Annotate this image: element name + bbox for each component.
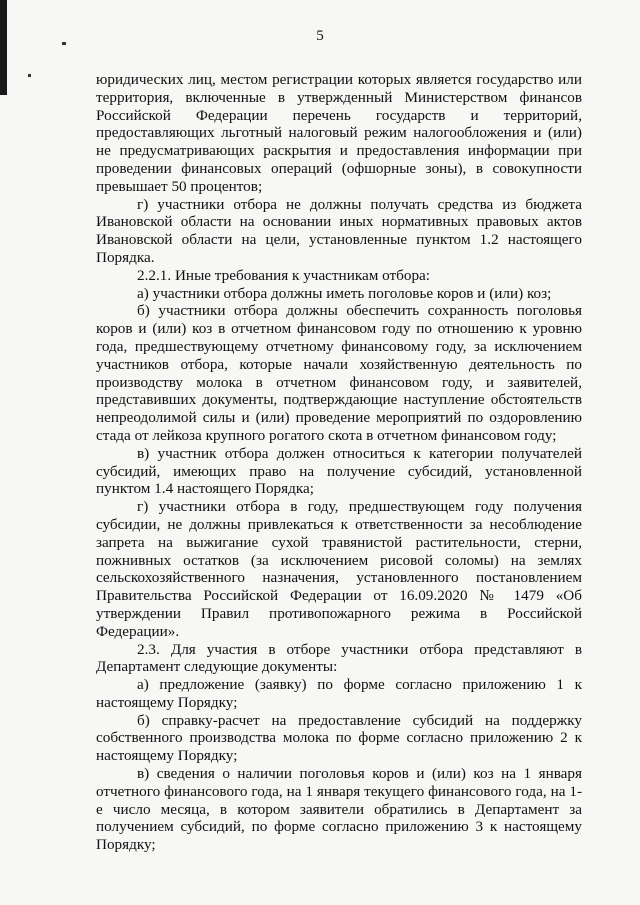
paragraph-item-a: а) предложение (заявку) по форме согласно приложению 1 к настоящему Порядку; <box>96 676 582 711</box>
paragraph-item-b: б) справку-расчет на предоставление субсидий на поддержку собственного производства молока по форме согласно приложению 2 к настоящему Порядку; <box>96 711 582 765</box>
document-body <box>96 71 582 854</box>
scan-edge-mark <box>0 0 7 95</box>
paragraph-item-g: г) участники отбора в году, предшествующем году получения субсидии, не должны привлекаться к ответственности за несоблюдение запрета на выжигание сухой травянистой растительности, стерни, пожнивных остатков (за исключением рисовой соломы) на землях сельскохозяйственного назначения, установленного постановлением Правительства Российской Федерации от 16.09.2020 № 1479 «Об утверждении Правил противопожарного режима в Российской Федерации». <box>96 498 582 640</box>
paragraph-item-v: в) участник отбора должен относиться к категории получателей субсидий, имеющих право на получение субсидий, установленной пунктом 1.4 настоящего Порядка; <box>96 444 582 498</box>
paragraph-item-b: б) участники отбора должны обеспечить сохранность поголовья коров и (или) коз в отчетном финансовом году по отношению к уровню года, предшествующему отчетному финансовому году, за исключением участников отбора, которые начали хозяйственную деятельность по производству молока в отчетном финансовом году, и заявителей, представивших документы, подтверждающие наступление обстоятельств непреодолимой силы и (или) проведение мероприятий по оздоровлению стада от лейкоза крупного рогатого скота в отчетном финансовом году; <box>96 302 582 444</box>
scan-speck <box>28 74 31 77</box>
paragraph-item-a: а) участники отбора должны иметь поголовье коров и (или) коз; <box>137 284 552 302</box>
page-number: 5 <box>316 28 324 44</box>
section-heading-2-2-1: 2.2.1. Иные требования к участникам отбора: <box>137 266 431 284</box>
paragraph-item-v: в) сведения о наличии поголовья коров и (или) коз на 1 января отчетного финансового года, на 1 января текущего финансового года, на 1-е число месяца, в котором заявители обратились в Департамент за получением субсидий, по форме согласно приложению 3 к настоящему Порядку; <box>96 765 582 854</box>
section-heading-2-3: 2.3. Для участия в отборе участники отбора представляют в Департамент следующие документы: <box>96 640 582 676</box>
paragraph-item-g: г) участники отбора не должны получать средства из бюджета Ивановской области на основании иных нормативных правовых актов Ивановской области на цели, установленные пунктом 1.2 настоящего Порядка. <box>96 195 582 266</box>
paragraph-continuation: юридических лиц, местом регистрации которых является государство или территория, включенные в утвержденный Министерством финансов Российской Федерации перечень государств и территорий, предоставляющих льготный налоговый режим налогообложения и (или) не предусматривающих раскрытия и предоставления информации при проведении финансовых операций (офшорные зоны), в совокупности превышает 50 процентов; <box>96 71 582 195</box>
